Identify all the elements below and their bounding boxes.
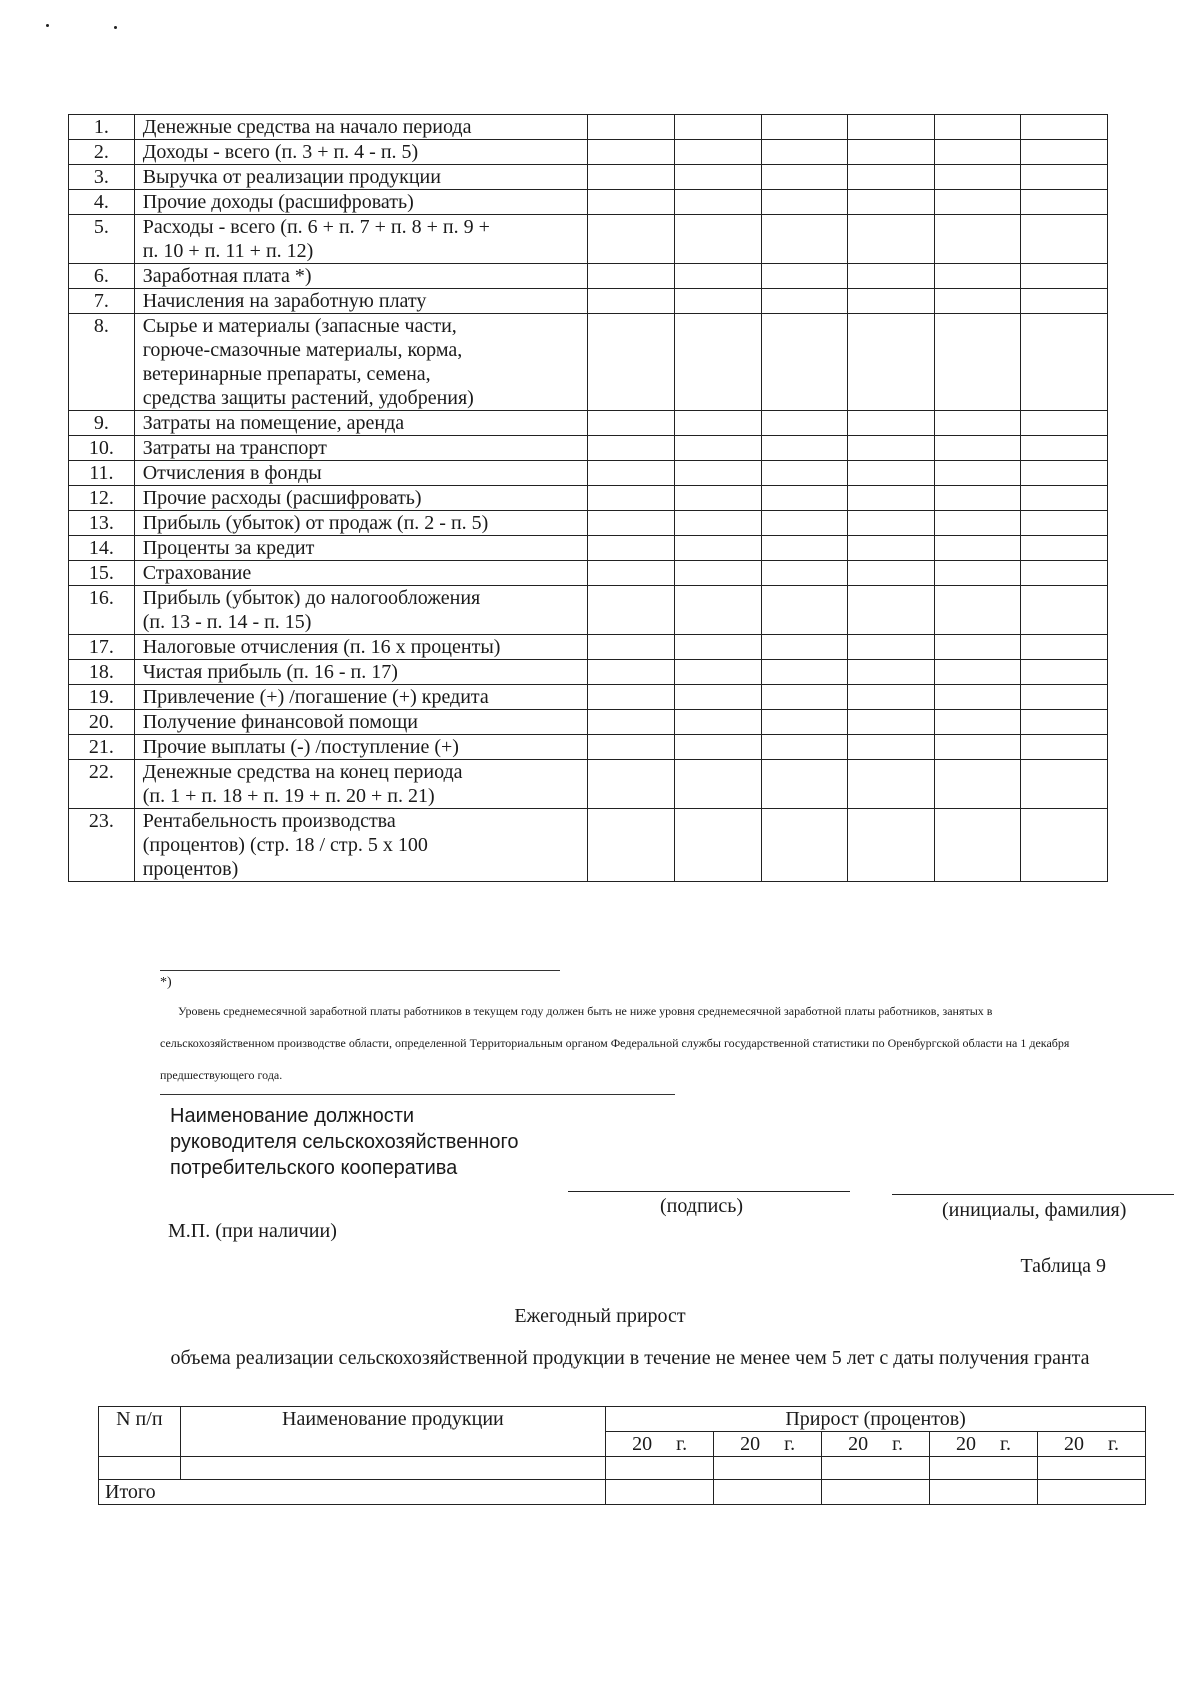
row-number: 13.: [69, 511, 135, 536]
row-number: 6.: [69, 264, 135, 289]
empty-cell: [99, 1457, 181, 1480]
table-row: [69, 314, 1108, 411]
value-cell: [1021, 511, 1108, 536]
header-product-name: Наименование продукции: [180, 1407, 606, 1457]
year-cell: 20 г.: [606, 1432, 714, 1457]
value-cell: [761, 215, 848, 264]
row-item-name: [134, 165, 588, 190]
value-cell: [761, 809, 848, 882]
value-cell: [934, 635, 1021, 660]
empty-cell: [930, 1457, 1038, 1480]
value-cell: [934, 586, 1021, 635]
value-cell: [934, 536, 1021, 561]
value-cell: [761, 190, 848, 215]
position-line: руководителя сельскохозяйственного: [170, 1131, 519, 1153]
table-row: [69, 486, 1108, 511]
row-item-name: [134, 635, 588, 660]
table-row: [69, 436, 1108, 461]
row-item-name: [134, 685, 588, 710]
value-cell: [1021, 215, 1108, 264]
table-row: [69, 710, 1108, 735]
table-heading: Ежегодный прирост: [514, 1305, 686, 1327]
value-cell: [934, 685, 1021, 710]
row-number: 3.: [69, 165, 135, 190]
empty-cell: [930, 1480, 1038, 1505]
table-row: [69, 561, 1108, 586]
table-row: [69, 411, 1108, 436]
value-cell: [848, 635, 935, 660]
value-cell: [848, 140, 935, 165]
value-cell: [675, 685, 762, 710]
signature-caption: (подпись): [660, 1195, 744, 1217]
value-cell: [588, 461, 675, 486]
value-cell: [675, 190, 762, 215]
row-item-line: Прочие расходы (расшифровать): [142, 487, 422, 509]
row-item-name: [134, 511, 588, 536]
value-cell: [934, 289, 1021, 314]
value-cell: [588, 735, 675, 760]
value-cell: [848, 436, 935, 461]
value-cell: [934, 215, 1021, 264]
table-row: [69, 289, 1108, 314]
empty-cell: [1037, 1457, 1145, 1480]
value-cell: [1021, 809, 1108, 882]
row-item-name: [134, 710, 588, 735]
value-cell: [1021, 536, 1108, 561]
value-cell: [848, 809, 935, 882]
value-cell: [675, 115, 762, 140]
row-item-line: Начисления на заработную плату: [142, 290, 427, 312]
value-cell: [761, 536, 848, 561]
value-cell: [588, 660, 675, 685]
value-cell: [848, 685, 935, 710]
table-row: [69, 760, 1108, 809]
table-row: [69, 165, 1108, 190]
value-cell: [675, 809, 762, 882]
table-row: [69, 735, 1108, 760]
value-cell: [1021, 735, 1108, 760]
value-cell: [675, 165, 762, 190]
value-cell: [1021, 710, 1108, 735]
value-cell: [588, 165, 675, 190]
row-item-name: [134, 461, 588, 486]
value-cell: [1021, 436, 1108, 461]
row-item-line: Чистая прибыль (п. 16 - п. 17): [142, 661, 398, 683]
value-cell: [1021, 635, 1108, 660]
row-number: 22.: [69, 760, 135, 809]
value-cell: [848, 461, 935, 486]
total-label: Итого: [99, 1480, 606, 1505]
value-cell: [675, 436, 762, 461]
value-cell: [848, 411, 935, 436]
value-cell: [848, 760, 935, 809]
row-item-line: ветеринарные препараты, семена,: [142, 363, 431, 385]
empty-cell: [606, 1480, 714, 1505]
value-cell: [588, 586, 675, 635]
row-number: 2.: [69, 140, 135, 165]
value-cell: [675, 710, 762, 735]
value-cell: [934, 735, 1021, 760]
position-title: [170, 1103, 590, 1181]
value-cell: [934, 140, 1021, 165]
value-cell: [588, 760, 675, 809]
value-cell: [761, 760, 848, 809]
stamp-label: М.П. (при наличии): [168, 1220, 337, 1242]
value-cell: [761, 264, 848, 289]
value-cell: [761, 411, 848, 436]
value-cell: [675, 486, 762, 511]
value-cell: [934, 710, 1021, 735]
row-item-name: [134, 264, 588, 289]
row-item-line: Страхование: [142, 562, 252, 584]
table-row: [69, 461, 1108, 486]
row-number: 8.: [69, 314, 135, 411]
row-number: 15.: [69, 561, 135, 586]
scan-speck: [114, 26, 117, 29]
row-number: 7.: [69, 289, 135, 314]
scan-speck: [46, 24, 49, 27]
value-cell: [1021, 660, 1108, 685]
initials-caption: (инициалы, фамилия): [942, 1199, 1127, 1221]
value-cell: [675, 635, 762, 660]
value-cell: [1021, 289, 1108, 314]
row-item-line: Получение финансовой помощи: [142, 711, 419, 733]
value-cell: [848, 735, 935, 760]
initials-line: [892, 1194, 1174, 1195]
row-number: 10.: [69, 436, 135, 461]
value-cell: [761, 635, 848, 660]
value-cell: [761, 289, 848, 314]
value-cell: [934, 660, 1021, 685]
value-cell: [761, 165, 848, 190]
cash-flow-table: [68, 114, 1108, 882]
table-row: [69, 660, 1108, 685]
row-item-line: Денежные средства на начало периода: [142, 116, 472, 138]
row-item-line: Доходы - всего (п. 3 + п. 4 - п. 5): [142, 141, 419, 163]
value-cell: [675, 735, 762, 760]
growth-total-row: [99, 1480, 1146, 1505]
value-cell: [848, 561, 935, 586]
row-number: 5.: [69, 215, 135, 264]
table-row: [69, 586, 1108, 635]
row-item-name: [134, 115, 588, 140]
row-item-name: [134, 561, 588, 586]
row-item-line: Затраты на транспорт: [142, 437, 327, 459]
value-cell: [1021, 685, 1108, 710]
row-item-line: (п. 1 + п. 18 + п. 19 + п. 20 + п. 21): [142, 785, 435, 807]
position-line: Наименование должности: [170, 1105, 415, 1127]
value-cell: [1021, 411, 1108, 436]
value-cell: [848, 660, 935, 685]
row-item-name: [134, 660, 588, 685]
row-number: 17.: [69, 635, 135, 660]
signature-line: [568, 1191, 850, 1192]
value-cell: [1021, 115, 1108, 140]
row-item-name: [134, 436, 588, 461]
value-cell: [588, 536, 675, 561]
row-item-name: [134, 809, 588, 882]
value-cell: [848, 536, 935, 561]
empty-cell: [180, 1457, 606, 1480]
table-row: [69, 685, 1108, 710]
value-cell: [588, 264, 675, 289]
row-item-line: Денежные средства на конец периода: [142, 761, 463, 783]
position-line: потребительского кооператива: [170, 1157, 458, 1179]
value-cell: [588, 140, 675, 165]
table-row: [69, 536, 1108, 561]
row-item-line: средства защиты растений, удобрения): [142, 387, 474, 409]
footnote-separator: [160, 1094, 675, 1095]
row-item-line: (процентов) (стр. 18 / стр. 5 х 100: [142, 834, 428, 856]
value-cell: [848, 486, 935, 511]
value-cell: [761, 486, 848, 511]
cash-flow-table-body: [69, 115, 1108, 882]
year-cell: 20 г.: [822, 1432, 930, 1457]
table-row: [69, 215, 1108, 264]
value-cell: [761, 685, 848, 710]
value-cell: [1021, 486, 1108, 511]
row-number: 21.: [69, 735, 135, 760]
row-item-line: горюче-смазочные материалы, корма,: [142, 339, 463, 361]
value-cell: [761, 660, 848, 685]
value-cell: [848, 190, 935, 215]
value-cell: [588, 511, 675, 536]
row-number: 12.: [69, 486, 135, 511]
row-item-name: [134, 314, 588, 411]
value-cell: [675, 314, 762, 411]
value-cell: [588, 710, 675, 735]
growth-header-row: [99, 1407, 1146, 1432]
value-cell: [675, 215, 762, 264]
value-cell: [1021, 264, 1108, 289]
growth-table: [98, 1406, 1146, 1505]
value-cell: [934, 115, 1021, 140]
value-cell: [934, 314, 1021, 411]
value-cell: [1021, 586, 1108, 635]
value-cell: [934, 809, 1021, 882]
value-cell: [1021, 561, 1108, 586]
value-cell: [934, 511, 1021, 536]
value-cell: [588, 809, 675, 882]
row-item-name: [134, 215, 588, 264]
row-item-line: Налоговые отчисления (п. 16 х проценты): [142, 636, 501, 658]
row-number: 23.: [69, 809, 135, 882]
value-cell: [761, 511, 848, 536]
value-cell: [588, 190, 675, 215]
value-cell: [675, 536, 762, 561]
row-item-line: Выручка от реализации продукции: [142, 166, 441, 188]
value-cell: [848, 215, 935, 264]
row-number: 1.: [69, 115, 135, 140]
value-cell: [934, 190, 1021, 215]
row-item-name: [134, 190, 588, 215]
table-row: [69, 140, 1108, 165]
row-item-line: Рентабельность производства: [142, 810, 396, 832]
row-item-line: Расходы - всего (п. 6 + п. 7 + п. 8 + п. 9 +: [142, 216, 490, 238]
row-number: 16.: [69, 586, 135, 635]
value-cell: [588, 314, 675, 411]
row-item-line: Сырье и материалы (запасные части,: [142, 315, 457, 337]
value-cell: [848, 264, 935, 289]
value-cell: [848, 586, 935, 635]
value-cell: [934, 436, 1021, 461]
empty-cell: [822, 1457, 930, 1480]
value-cell: [761, 140, 848, 165]
row-item-name: [134, 411, 588, 436]
value-cell: [675, 461, 762, 486]
value-cell: [761, 735, 848, 760]
row-item-line: процентов): [142, 858, 239, 880]
row-item-line: п. 10 + п. 11 + п. 12): [142, 240, 314, 262]
empty-cell: [714, 1480, 822, 1505]
table-row: [69, 635, 1108, 660]
row-item-line: Прочие выплаты (-) /поступление (+): [142, 736, 459, 758]
value-cell: [675, 411, 762, 436]
row-number: 20.: [69, 710, 135, 735]
value-cell: [934, 760, 1021, 809]
row-item-name: [134, 735, 588, 760]
value-cell: [848, 710, 935, 735]
header-num: N п/п: [99, 1407, 181, 1457]
value-cell: [934, 165, 1021, 190]
row-item-line: Отчисления в фонды: [142, 462, 322, 484]
header-growth: Прирост (процентов): [606, 1407, 1146, 1432]
value-cell: [761, 436, 848, 461]
value-cell: [588, 685, 675, 710]
row-item-name: [134, 486, 588, 511]
table-row: [69, 511, 1108, 536]
value-cell: [588, 561, 675, 586]
value-cell: [848, 511, 935, 536]
value-cell: [1021, 165, 1108, 190]
value-cell: [588, 635, 675, 660]
row-item-line: Прибыль (убыток) до налогообложения: [142, 587, 481, 609]
row-item-line: Прибыль (убыток) от продаж (п. 2 - п. 5): [142, 512, 489, 534]
value-cell: [934, 411, 1021, 436]
value-cell: [1021, 760, 1108, 809]
value-cell: [675, 140, 762, 165]
value-cell: [588, 289, 675, 314]
row-item-name: [134, 586, 588, 635]
year-cell: 20 г.: [930, 1432, 1038, 1457]
value-cell: [934, 561, 1021, 586]
value-cell: [761, 561, 848, 586]
row-number: 14.: [69, 536, 135, 561]
value-cell: [1021, 190, 1108, 215]
footnote-text: Уровень среднемесячной заработной платы работников в текущем году должен быть не ниже уровня среднемесячной заработной платы работников, занятых в сельскохозяйственном производстве области, определенной Территориальным органом Федеральной службы государственной статистики по Оренбургской области на 1 декабря предшествующего года.: [160, 1004, 1070, 1082]
value-cell: [675, 511, 762, 536]
value-cell: [934, 486, 1021, 511]
table-bottom-rule: [160, 970, 560, 971]
value-cell: [1021, 140, 1108, 165]
value-cell: [675, 660, 762, 685]
row-item-line: Затраты на помещение, аренда: [142, 412, 405, 434]
value-cell: [761, 115, 848, 140]
value-cell: [675, 561, 762, 586]
row-item-name: [134, 289, 588, 314]
growth-empty-row: [99, 1457, 1146, 1480]
value-cell: [761, 461, 848, 486]
value-cell: [1021, 314, 1108, 411]
year-cell: 20 г.: [1037, 1432, 1145, 1457]
empty-cell: [822, 1480, 930, 1505]
row-number: 11.: [69, 461, 135, 486]
row-number: 9.: [69, 411, 135, 436]
table-row: [69, 190, 1108, 215]
value-cell: [675, 264, 762, 289]
empty-cell: [714, 1457, 822, 1480]
row-number: 19.: [69, 685, 135, 710]
footnote-mark: *): [160, 975, 172, 990]
value-cell: [761, 314, 848, 411]
row-item-name: [134, 760, 588, 809]
value-cell: [588, 411, 675, 436]
row-number: 18.: [69, 660, 135, 685]
value-cell: [588, 486, 675, 511]
value-cell: [1021, 461, 1108, 486]
row-number: 4.: [69, 190, 135, 215]
table-number: Таблица 9: [1020, 1255, 1106, 1277]
value-cell: [848, 165, 935, 190]
value-cell: [761, 710, 848, 735]
empty-cell: [1037, 1480, 1145, 1505]
value-cell: [588, 215, 675, 264]
table-row: [69, 115, 1108, 140]
year-cell: 20 г.: [714, 1432, 822, 1457]
value-cell: [934, 461, 1021, 486]
table-subheading: объема реализации сельскохозяйственной продукции в течение не менее чем 5 лет с даты получения гранта: [170, 1347, 1090, 1369]
row-item-line: Прочие доходы (расшифровать): [142, 191, 414, 213]
value-cell: [761, 586, 848, 635]
value-cell: [675, 760, 762, 809]
value-cell: [848, 115, 935, 140]
value-cell: [588, 115, 675, 140]
row-item-name: [134, 536, 588, 561]
row-item-name: [134, 140, 588, 165]
value-cell: [675, 586, 762, 635]
value-cell: [588, 436, 675, 461]
row-item-line: Привлечение (+) /погашение (+) кредита: [142, 686, 489, 708]
row-item-line: Проценты за кредит: [142, 537, 315, 559]
value-cell: [848, 314, 935, 411]
row-item-line: (п. 13 - п. 14 - п. 15): [142, 611, 312, 633]
value-cell: [848, 289, 935, 314]
value-cell: [934, 264, 1021, 289]
table-row: [69, 809, 1108, 882]
row-item-line: Заработная плата *): [142, 265, 312, 287]
value-cell: [675, 289, 762, 314]
table-row: [69, 264, 1108, 289]
empty-cell: [606, 1457, 714, 1480]
